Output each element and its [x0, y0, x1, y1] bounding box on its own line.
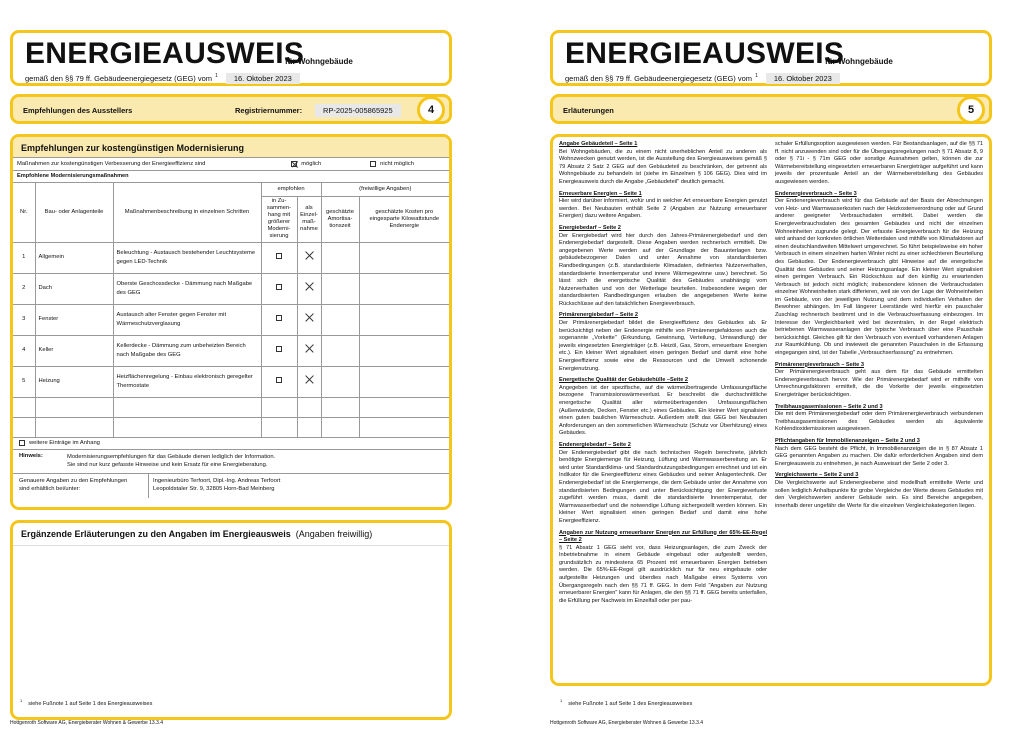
explanation-text: Angegeben ist der spezifische, auf die wärmeübertragende Umfassungsfläche bezogene Transmissionswärmeverlust. Er beschreibt die durchschnittliche energetische Qualität aller wärmeübertragenden Umfassungsflächen (Außenwände, Decken, Fenster etc.) eines Gebäudes. Ein kleiner Wert signalisiert einen guten baulichen Wärmeschutz. Außerdem stellt das GEG bei Neubauten Anforderungen an den sommerlichen Wärmeschutz (Schutz vor Überhitzung) eines Gebäudes.	[559, 384, 767, 437]
doc-subtitle: für Wohngebäude	[285, 57, 353, 66]
x-mark-icon[interactable]	[305, 313, 314, 322]
legal-basis: gemäß den §§ 79 ff. Gebäudeenergiegesetz (GEG) vom	[25, 74, 213, 83]
empty-checkbox-icon[interactable]	[276, 377, 282, 383]
explanation-heading: Primärenergieverbrauch – Seite 3	[775, 361, 864, 368]
cost-cell	[359, 304, 449, 335]
empty-checkbox-icon[interactable]	[276, 346, 282, 352]
cost-cell	[359, 242, 449, 273]
x-mark-icon[interactable]	[305, 344, 314, 353]
supplementary-title	[13, 523, 449, 546]
footnote-mark: 1	[20, 698, 23, 703]
issue-date: 16. Oktober 2023	[226, 73, 300, 84]
footnote-mark: 1	[560, 698, 563, 703]
explanation-text: Die Vergleichswerte auf Endenergieebene sind modellhaft ermittelte Werte und sollen lediglich Anhaltspunkte für grobe Vergleiche der Werte dieses Gebäudes mit den Vergleichswerten anderer Gebäude sein. Es sind Bereiche angegeben, innerhalb derer ungefähr die Werte für die einzelnen Vergleichskategorien liegen.	[775, 479, 983, 509]
table-row	[13, 242, 449, 273]
more-entries-row	[13, 438, 449, 450]
explanation-text: Bei Wohngebäuden, die zu einem nicht unerheblichen Anteil zu anderen als Wohnzwecken genutzt werden, ist die Ausstellung des Energieausweises gemäß § 79 Absatz 2 Satz 2 GEG auf den Gebäudeteil zu beschränken, der getrennt als Wohngebäude zu behandeln ist (siehe im Einzelnen § 106 GEG). Dies wird im Energieausweis durch die Angabe „Gebäudeteil" deutlich gemacht.	[559, 148, 767, 185]
payback-cell	[321, 335, 359, 366]
hint-line: Sie sind nur kurz gefasste Hinweise und kein Ersatz für eine Energieberatung.	[67, 461, 268, 468]
row-nr: 3	[13, 304, 35, 335]
col-desc: Maßnahmenbeschreibung in einzelnen Schritten	[113, 183, 261, 242]
contact-address: Leopoldstaler Str. 9, 32805 Horn-Bad Meinberg	[153, 485, 275, 492]
option-possible[interactable]	[291, 161, 370, 167]
explanation-text: Der Primärenergieverbrauch geht aus dem für das Gebäude ermittelten Endenergieverbrauch hervor. Wie der Primärenergiebedarf wird er mithilfe von Umrechnungsfaktoren ermittelt, die die Vorkette der jeweils eingesetzten Energieträger berücksichtigen.	[775, 369, 983, 398]
explanation-text: Der Endenergieverbrauch wird für das Gebäude auf der Basis der Abrechnungen von Heiz- und Warmwasserkosten nach der Heizkostenverordnung oder auf Grund anderer geeigneter Verbrauchsdaten ermittelt. Dabei werden die Energieverbrauchsdaten des gesamten Gebäudes und nicht der einzelnen Wohneinheiten zugrunde gelegt. Der erfasste Energieverbrauch für die Heizung wird anhand der konkreten örtlichen Wetterdaten und mithilfe von Klimafaktoren auf einen deutschlandweiten Mittelwert umgerechnet. So führt beispielsweise ein hoher Verbrauch in einem einzelnen harten Winter nicht zu einer schlechteren Beurteilung des Gebäudes. Der Endenergieverbrauch gibt Hinweise auf die energetische Qualität des Gebäudes und seiner Heizungsanlage. Ein kleiner Wert signalisiert einen geringen Verbrauch. Ein Rückschluss auf den künftig zu erwartenden Verbrauch ist jedoch nicht möglich; insbesondere können die Verbrauchsdaten einzelner Wohneinheiten stark differieren, weil sie von der Lage der Wohneinheiten im Gebäude, von der jeweiligen Nutzung und dem individuellen Verhalten der Bewohner abhängen. Im Fall längerer Leerstände wird hierfür ein pauschaler Zuschlag rechnerisch bestimmt und in die Verbrauchserfassung einbezogen. Im Interesse der Vergleichbarkeit wird bei dezentralen, in der Regel elektrisch betriebenen Warmwasseranlagen der typische Verbrauch über eine Pauschale berücksichtigt. Gleiches gilt für den Verbrauch von eventuell vorhandenen Anlagen zur Raumkühlung. Ob und inwieweit die genannten Pauschalen in die Erfassung eingegangen sind, ist der Tabelle „Verbrauchserfassung" zu entnehmen.	[775, 198, 983, 357]
hint-text	[63, 450, 279, 473]
table-row	[13, 366, 449, 397]
row-desc: Heizflächenregelung - Einbau elektronisch geregelter Thermostate	[113, 366, 261, 397]
page-header	[10, 30, 452, 86]
section-label: Erläuterungen	[563, 106, 614, 115]
table-row	[13, 273, 449, 304]
explanations-column-1	[559, 141, 767, 605]
row-nr: 4	[13, 335, 35, 366]
explanation-text: schaler Erfüllungsoption ausgewiesen werden. Für Bestandsanlagen, auf die §§ 71 ff. nicht anzuwenden sind oder für die Übergangsregelungen nach § 71 Absatz 8, 9 oder § 71i - § 71m GEG oder sonstige Ausnahmen gelten, können die zur Wärmebereitstellung eingesetzten erneuerbaren Energieträger aufgeführt und kann jeweils der prozentuale Anteil an der Wärmebereitstellung des Gebäudes ausgewiesen werden.	[775, 141, 983, 185]
issue-date: 16. Oktober 2023	[766, 73, 840, 84]
footnote-text: siehe Fußnote 1 auf Seite 1 des Energieausweises	[568, 700, 693, 707]
page-4	[10, 30, 452, 730]
explanation-text: Nach dem GEG besteht die Pflicht, in Immobilienanzeigen die in § 87 Absatz 1 GEG genannten Angaben zu machen. Die dafür erforderlichen Angaben sind dem Energieausweis zu entnehmen, je nach Ausweisart der Seite 2 oder 3.	[775, 445, 983, 467]
x-mark-icon[interactable]	[305, 251, 314, 260]
footnote-text: siehe Fußnote 1 auf Seite 1 des Energieausweises	[28, 700, 153, 707]
recommendations-box	[10, 134, 452, 510]
row-nr: 5	[13, 366, 35, 397]
hint-label: Hinweis:	[19, 452, 43, 459]
contact-name: Ingenieurbüro Terfoort, Dipl.-Ing. Andreas Terfoort	[153, 477, 281, 484]
payback-cell	[321, 273, 359, 304]
recommended-measures-heading: Empfohlene Modernisierungsmaßnahmen	[13, 171, 449, 183]
option-not-possible-label: nicht möglich	[380, 161, 414, 167]
legal-basis-line	[565, 73, 840, 84]
cost-cell	[359, 273, 449, 304]
empty-checkbox-icon[interactable]	[276, 253, 282, 259]
col-in-context: in Zu-sammen-hang mit größerer Moderni-sierung	[261, 196, 297, 242]
single-cell	[297, 273, 321, 304]
hint-row	[13, 450, 449, 474]
col-part: Bau- oder Anlagenteile	[35, 183, 113, 242]
supplementary-box	[10, 520, 452, 720]
cost-cell	[359, 335, 449, 366]
context-cell	[261, 242, 297, 273]
more-entries-label: weitere Einträge im Anhang	[29, 440, 100, 446]
single-cell	[297, 335, 321, 366]
registration-number: RP-2025-005865925	[315, 104, 401, 117]
footnote	[20, 698, 152, 707]
section-label: Empfehlungen des Ausstellers	[23, 106, 133, 115]
explanation-heading: Erneuerbare Energien – Seite 1	[559, 190, 642, 197]
explanation-heading: Endenergieverbrauch – Seite 3	[775, 190, 857, 197]
row-desc: Oberste Geschossdecke - Dämmung nach Maßgabe des GEG	[113, 273, 261, 304]
explanation-text: Der Energiebedarf wird hier durch den Jahres-Primärenergiebedarf und den Endenergiebedarf dargestellt. Diese Angaben werden rechnerisch ermittelt. Die angegebenen Werte werden auf der Grundlage der Bauunterlagen bzw. gebäudebezogener Daten und unter Annahme von standardisierten Randbedingungen (z.B. standardisierte Klimadaten, definiertes Nutzerverhalten, standardisierte Innentemperatur und innere Wärmegewinne usw.) berechnet. So lässt sich die energetische Qualität des Gebäudes unabhängig vom Nutzerverhalten und von der Wetterlage beurteilen. Insbesondere wegen der standardisierten Randbedingungen erlauben die angegebenen Werte keine Rückschlüsse auf den tatsächlichen Energieverbrauch.	[559, 232, 767, 307]
empty-checkbox-icon[interactable]	[370, 161, 376, 167]
explanation-text: § 71 Absatz 1 GEG sieht vor, dass Heizungsanlagen, die zum Zweck der Inbetriebnahme in einem Gebäude eingebaut oder aufgestellt werden, grundsätzlich zu mindestens 65 Prozent mit erneuerbaren Energien betrieben werden. Die 65%-EE-Regel gilt ausdrücklich nur für neu eingebaute oder aufgestellte Heizungen und überdies nach Maßgabe eines Systems von Übergangsregeln nach den §§ 71 ff. GEG. In dem Feld "Angaben zur Nutzung erneuerbarer Energien" kann für Anlagen, die den §§ 71 ff. GEG bereits unterfallen, die Erfüllung per Nachweis im Einzelfall oder per pau-	[559, 544, 767, 604]
row-nr: 1	[13, 242, 35, 273]
col-recommended: empfohlen	[261, 183, 321, 196]
checked-checkbox-icon[interactable]	[291, 161, 297, 167]
section-bar	[10, 94, 452, 124]
footnote-mark: 1	[755, 73, 758, 79]
measures-table	[13, 183, 449, 438]
single-cell	[297, 366, 321, 397]
explanation-text: Hier wird darüber informiert, wofür und in welcher Art erneuerbare Energien genutzt werden. Bei Neubauten enthält Seite 2 (Angaben zur Nutzung erneuerbarer Energien) dazu weitere Angaben.	[559, 198, 767, 220]
context-cell	[261, 335, 297, 366]
page-number-badge: 4	[417, 96, 445, 124]
doc-subtitle: für Wohngebäude	[825, 57, 893, 66]
explanations-column-2	[775, 141, 983, 605]
supplementary-note: (Angaben freiwillig)	[295, 529, 373, 539]
x-mark-icon[interactable]	[305, 375, 314, 384]
payback-cell	[321, 304, 359, 335]
supplementary-title-text: Ergänzende Erläuterungen zu den Angaben im Energieausweis	[21, 529, 291, 539]
option-not-possible[interactable]	[370, 161, 449, 167]
recommendations-title: Empfehlungen zur kostengünstigen Modernisierung	[13, 137, 449, 158]
hint-line: Modernisierungsempfehlungen für das Gebäude dienen lediglich der Information.	[67, 453, 276, 460]
footnote-mark: 1	[215, 73, 218, 79]
measures-text: Maßnahmen zur kostengünstigen Verbesserung der Energieeffizienz sind	[17, 161, 206, 167]
single-cell	[297, 304, 321, 335]
software-credit: Hottgenroth Software AG, Energieberater Wohnen & Gewerbe 13.3.4	[550, 720, 704, 726]
row-part: Dach	[35, 273, 113, 304]
payback-cell	[321, 366, 359, 397]
row-desc: Beleuchtung - Austausch bestehender Leuchtsysteme gegen LED-Technik	[113, 242, 261, 273]
contact-row	[13, 474, 449, 498]
context-cell	[261, 273, 297, 304]
doc-title: ENERGIEAUSWEIS	[565, 37, 845, 70]
row-desc: Kellerdecke - Dämmung zum unbeheizten Bereich nach Maßgabe des GEG	[113, 335, 261, 366]
legal-basis-line	[25, 73, 300, 84]
software-credit: Hottgenroth Software AG, Energieberater Wohnen & Gewerbe 13.3.4	[10, 720, 164, 726]
explanation-heading: Primärenergiebedarf – Seite 2	[559, 312, 638, 319]
table-row-empty	[13, 397, 449, 417]
empty-checkbox-icon[interactable]	[276, 315, 282, 321]
page-number-badge: 5	[957, 96, 985, 124]
explanations-box	[550, 134, 992, 686]
contact-label-line: sind erhältlich bei/unter:	[19, 485, 81, 492]
col-cost: geschätzte Kosten pro eingesparte Kilowattstunde Endenergie	[359, 196, 449, 242]
x-mark-icon[interactable]	[305, 282, 314, 291]
explanation-heading: Angabe Gebäudeteil – Seite 1	[559, 141, 638, 147]
page-5	[550, 30, 992, 730]
row-part: Allgemein	[35, 242, 113, 273]
explanation-text: Der Endenergiebedarf gibt die nach technischen Regeln berechnete, jährlich benötigte Energiemenge für Heizung, Lüftung und Warmwasserbereitung an. Er wird unter Standardklima- und Standardnutzungsbedingungen errechnet und ist ein Indikator für die Energieeffizienz eines Gebäudes und seiner Anlagentechnik. Der Endenergiebedarf ist die Energiemenge, die dem Gebäude unter der Annahme von standardisierten Bedingungen und unter Berücksichtigung der Energieverluste zugeführt werden muss, damit die standardisierte Innentemperatur, der Warmwasserbedarf und die notwendige Lüftung sichergestellt werden können. Ein kleiner Wert signalisiert einen geringen Bedarf und damit eine hohe Energieeffizienz.	[559, 449, 767, 524]
contact-details	[149, 474, 284, 498]
col-payback: geschätzte Amortisa-tionszeit	[321, 196, 359, 242]
cost-cell	[359, 366, 449, 397]
context-cell	[261, 366, 297, 397]
option-possible-label: möglich	[301, 161, 322, 167]
row-part: Fenster	[35, 304, 113, 335]
col-single: als Einzel-maß-nahme	[297, 196, 321, 242]
explanation-heading: Energetische Qualität der Gebäudehülle –Seite 2	[559, 377, 689, 384]
doc-title: ENERGIEAUSWEIS	[25, 37, 305, 70]
table-row	[13, 335, 449, 366]
row-part: Keller	[35, 335, 113, 366]
registration-label: Registriernummer:	[235, 106, 303, 115]
table-row	[13, 304, 449, 335]
context-cell	[261, 304, 297, 335]
legal-basis: gemäß den §§ 79 ff. Gebäudeenergiegesetz (GEG) vom	[565, 74, 753, 83]
page-header	[550, 30, 992, 86]
measures-possible-row	[13, 158, 449, 171]
explanation-heading: Energiebedarf – Seite 2	[559, 224, 621, 231]
section-bar	[550, 94, 992, 124]
explanation-heading: Vergleichswerte – Seite 2 und 3	[775, 472, 859, 479]
table-row-empty	[13, 417, 449, 437]
row-desc: Austausch alter Fenster gegen Fenster mit Wärmeschutzverglasung	[113, 304, 261, 335]
contact-label	[13, 474, 149, 498]
single-cell	[297, 242, 321, 273]
explanation-heading: Angaben zur Nutzung erneuerbarer Energien zur Erfüllung der 65%-EE-Regel – Seite 2	[559, 529, 767, 544]
row-part: Heizung	[35, 366, 113, 397]
footnote	[560, 698, 692, 707]
empty-checkbox-icon[interactable]	[19, 440, 25, 446]
explanation-heading: Treibhausgasemissionen – Seite 2 und 3	[775, 403, 883, 410]
col-optional: (freiwillige Angaben)	[321, 183, 449, 196]
col-nr: Nr.	[13, 183, 35, 242]
explanation-heading: Endenergiebedarf – Seite 2	[559, 441, 631, 448]
explanation-text: Der Primärenergiebedarf bildet die Energieeffizienz des Gebäudes ab. Er berücksichtigt neben der Endenergie mithilfe von Primärenergiefaktoren auch die sogenannte „Vorkette" (Erkundung, Gewinnung, Verteilung, Umwandlung) der jeweils eingesetzten Energieträger (z.B. Heizöl, Gas, Strom, erneuerbare Energien etc.). Ein kleiner Wert signalisiert einen geringen Bedarf und damit eine hohe Energieeffizienz sowie eine die Ressourcen und die Umwelt schonende Energienutzung.	[559, 320, 767, 372]
payback-cell	[321, 242, 359, 273]
contact-label-line: Genauere Angaben zu den Empfehlungen	[19, 477, 128, 484]
empty-checkbox-icon[interactable]	[276, 284, 282, 290]
explanation-text: Die mit dem Primärenergiebedarf oder dem Primärenergieverbrauch verbundenen Treibhausgasemissionen des Gebäudes werden als äquivalente Kohlendioxidemissionen ausgewiesen.	[775, 411, 983, 433]
row-nr: 2	[13, 273, 35, 304]
explanation-heading: Pflichtangaben für Immobilienanzeigen – Seite 2 und 3	[775, 437, 920, 444]
